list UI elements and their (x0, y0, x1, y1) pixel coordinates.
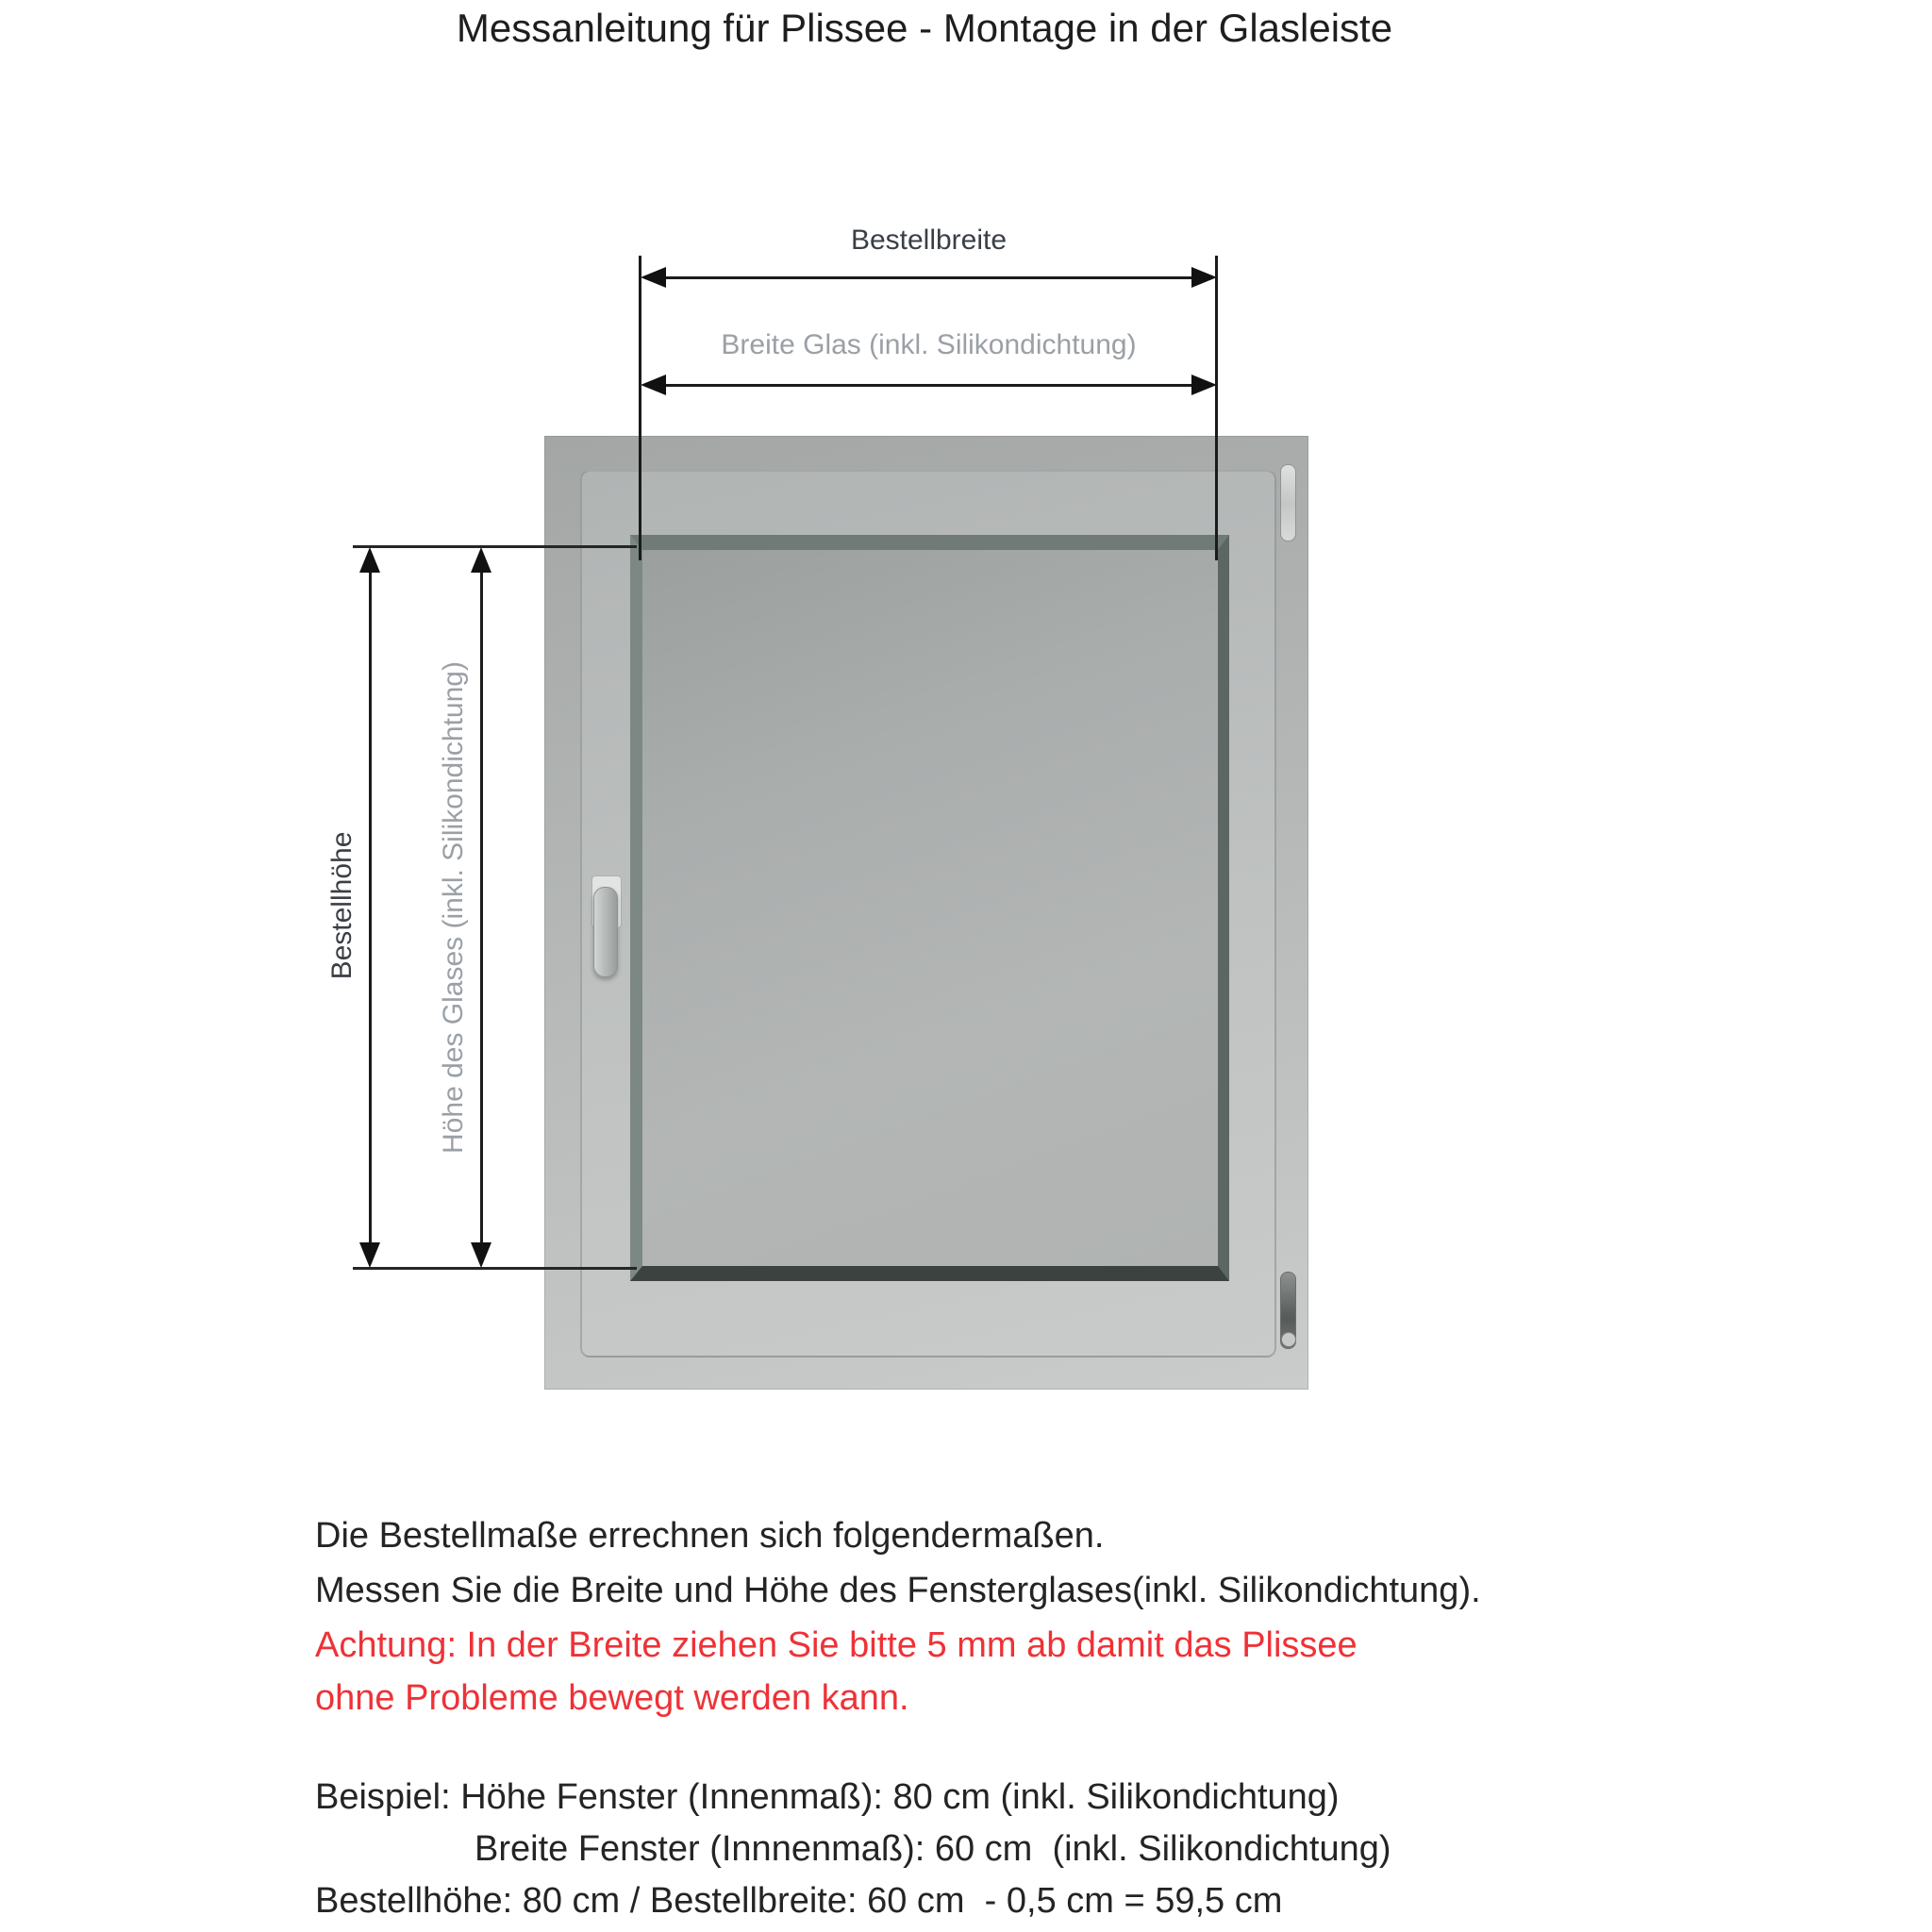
order-height-label: Bestellhöhe (326, 831, 358, 980)
example-line-3: Bestellhöhe: 80 cm / Bestellbreite: 60 cm - 0,5 cm = 59,5 cm (315, 1881, 1283, 1921)
glass-height-label: Höhe des Glases (inkl. Silikondichtung) (438, 661, 469, 1154)
arrowhead-left-icon (641, 267, 666, 288)
glass-width-arrow-line (657, 384, 1200, 387)
order-width-arrow-line (657, 276, 1200, 279)
order-width-label: Bestellbreite (850, 225, 1008, 256)
window-glass-pane (630, 535, 1229, 1281)
window-hinge-top (1280, 464, 1296, 541)
arrowhead-right-icon (1191, 375, 1217, 395)
arrowhead-down-icon (471, 1242, 491, 1268)
width-guide-line-left (639, 256, 641, 560)
glass-height-arrow-line (480, 568, 483, 1247)
example-line-1: Beispiel: Höhe Fenster (Innenmaß): 80 cm (inkl. Silikondichtung) (315, 1777, 1340, 1817)
glass-width-label: Breite Glas (inkl. Silikondichtung) (721, 329, 1137, 360)
height-tick-top (353, 545, 637, 548)
width-guide-line-right (1215, 256, 1218, 560)
window-hinge-knob (1281, 1332, 1296, 1347)
arrowhead-left-icon (641, 375, 666, 395)
warning-line-1: Achtung: In der Breite ziehen Sie bitte 5 mm ab damit das Plissee (315, 1625, 1357, 1665)
arrowhead-down-icon (359, 1242, 380, 1268)
arrowhead-up-icon (359, 547, 380, 573)
page-title: Messanleitung für Plissee - Montage in der Glasleiste (456, 6, 1393, 50)
instruction-line-2: Messen Sie die Breite und Höhe des Fensterglases(inkl. Silikondichtung). (315, 1571, 1481, 1610)
instruction-line-1: Die Bestellmaße errechnen sich folgendermaßen. (315, 1516, 1105, 1556)
order-height-arrow-line (369, 568, 372, 1247)
window-illustration (544, 436, 1308, 1390)
warning-line-2: ohne Probleme bewegt werden kann. (315, 1678, 909, 1718)
window-handle-icon (593, 887, 618, 977)
arrowhead-up-icon (471, 547, 491, 573)
height-tick-bottom (353, 1267, 637, 1270)
example-line-2: Breite Fenster (Innnenmaß): 60 cm (inkl. Silikondichtung) (475, 1829, 1391, 1869)
arrowhead-right-icon (1191, 267, 1217, 288)
